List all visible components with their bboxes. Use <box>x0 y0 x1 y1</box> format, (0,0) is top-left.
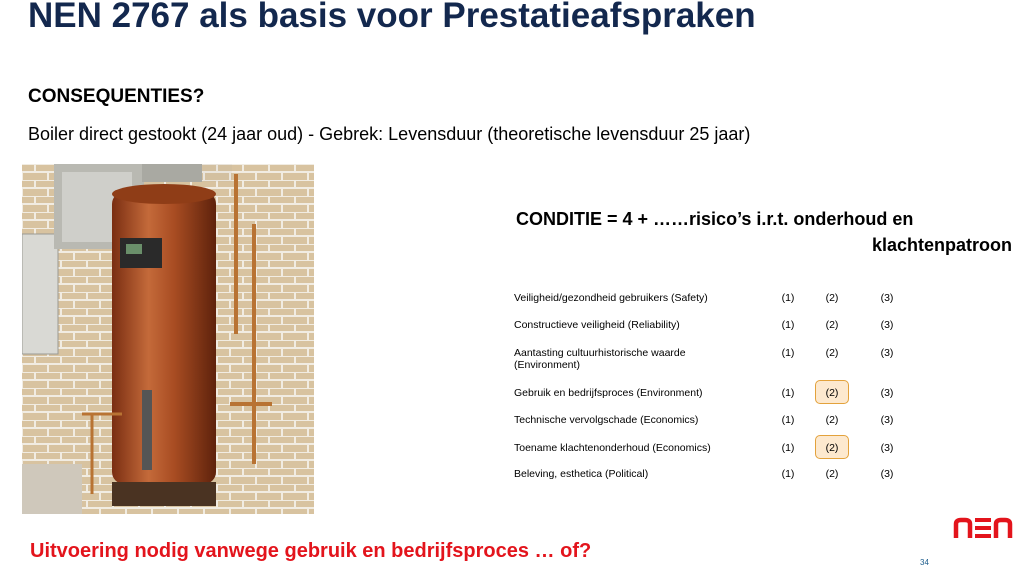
risk-label: Gebruik en bedrijfsproces (Environment) <box>514 387 703 399</box>
condition-line-2: klachtenpatroon <box>871 235 1012 255</box>
risk-option-1: (1) <box>781 292 795 304</box>
risk-option-1: (1) <box>781 442 795 454</box>
risk-option-1: (1) <box>781 347 795 359</box>
risk-option-1: (1) <box>781 319 795 331</box>
nen-logo <box>952 512 1014 547</box>
footer-conclusion: Uitvoering nodig vanwege gebruik en bedrijfsproces … of? <box>30 540 592 562</box>
risk-option-2: (2) <box>825 347 839 359</box>
risk-option-2-highlighted: (2) <box>815 435 849 459</box>
risk-option-2: (2) <box>825 319 839 331</box>
risk-label: Veiligheid/gezondheid gebruikers (Safety) <box>514 292 708 304</box>
risk-option-1: (1) <box>781 414 795 426</box>
risk-option-2: (2) <box>825 292 839 304</box>
risk-option-3: (3) <box>880 292 894 304</box>
risk-label: Toename klachtenonderhoud (Economics) <box>514 442 711 454</box>
risk-label: Beleving, esthetica (Political) <box>514 468 649 480</box>
risk-label: Constructieve veiligheid (Reliability) <box>514 319 680 331</box>
risk-label: Aantasting cultuurhistorische waarde (Environment) <box>514 347 686 371</box>
risk-option-2: (2) <box>825 414 839 426</box>
risk-option-3: (3) <box>880 414 894 426</box>
risk-option-3: (3) <box>880 347 894 359</box>
consequences-heading: CONSEQUENTIES? <box>28 86 205 107</box>
risk-option-2-highlighted: (2) <box>815 380 849 404</box>
risk-option-3: (3) <box>880 468 894 480</box>
risk-option-1: (1) <box>781 387 795 399</box>
risk-option-3: (3) <box>880 319 894 331</box>
slide-title: NEN 2767 als basis voor Prestatieafspraken <box>28 0 756 35</box>
risk-option-2: (2) <box>825 468 839 480</box>
boiler-photo <box>22 164 314 514</box>
risk-label: Technische vervolgschade (Economics) <box>514 414 699 426</box>
boiler-description: Boiler direct gestookt (24 jaar oud) - Gebrek: Levensduur (theoretische levensduur 25 jaar) <box>28 124 751 144</box>
risk-option-3: (3) <box>880 442 894 454</box>
page-number: 34 <box>920 558 929 567</box>
risk-option-3: (3) <box>880 387 894 399</box>
condition-line-1: CONDITIE = 4 + ……risico’s i.r.t. onderhoud en <box>516 209 914 229</box>
condition-statement <box>516 206 1016 258</box>
risk-option-1: (1) <box>781 468 795 480</box>
